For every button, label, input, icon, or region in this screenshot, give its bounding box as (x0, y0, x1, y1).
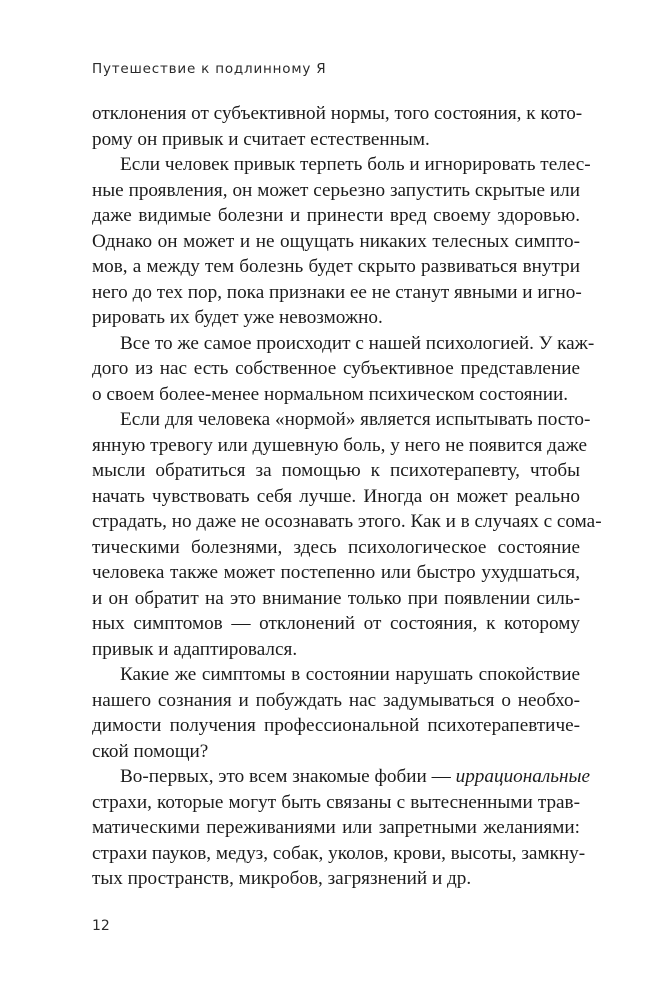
text-line: Однако он может и не ощущать никаких телесных симпто- (92, 230, 580, 252)
paragraph (92, 662, 580, 764)
text-line: страхи, которые могут быть связаны с вытесненными трав- (92, 791, 580, 813)
text-line: рому он привык и считает естественным. (92, 128, 430, 150)
text-line: отклонения от субъективной нормы, того состояния, к кото- (92, 103, 583, 124)
text-line: Все то же самое происходит с нашей психологией. У каж- (120, 332, 595, 354)
emphasized-word: иррациональные (455, 766, 591, 787)
text-line: ской помощи? (92, 740, 209, 762)
text-line: него до тех пор, пока признаки ее не станут явными и игно- (92, 281, 582, 303)
text-line: дого из нас есть собственное субъективное представление (92, 358, 580, 379)
text-line: мысли обратиться за помощью к психотерапевту, чтобы (92, 460, 580, 481)
text-line: Какие же симптомы в состоянии нарушать спокойствие (120, 664, 580, 685)
text-line: даже видимые болезни и принести вред своему здоровью. (92, 205, 580, 226)
paragraph (92, 331, 595, 408)
paragraph (92, 101, 583, 152)
text-line (92, 764, 591, 790)
text-line: начать чувствовать себя лучше. Иногда он может реально (92, 485, 580, 507)
text-line: мов, а между тем болезнь будет скрыто развиваться внутри (92, 256, 580, 277)
text-line: Если человек привык терпеть боль и игнорировать телес- (120, 154, 591, 175)
text-line: янную тревогу или душевную боль, у него не появится даже (92, 434, 587, 456)
text-line: и он обратит на это внимание только при появлении силь- (92, 587, 580, 609)
text-run: Во-первых, это всем знакомые фобии — (120, 766, 456, 787)
text-line: димости получения профессиональной психотерапевтиче- (92, 715, 580, 736)
running-head: Путешествие к подлинному Я (92, 61, 327, 77)
paragraph (92, 152, 591, 331)
page-number: 12 (92, 918, 110, 934)
text-line: рировать их будет уже невозможно. (92, 307, 383, 328)
paragraph (92, 764, 591, 892)
paragraph (92, 407, 602, 662)
text-line: о своем более-менее нормальном психическом состоянии. (92, 383, 569, 405)
text-line: человека также может постепенно или быстро ухудшаться, (92, 562, 580, 583)
text-line: матическими переживаниями или запретными желаниями: (92, 817, 580, 838)
text-line: тическими болезнями, здесь психологическое состояние (92, 536, 580, 558)
text-line: нашего сознания и побуждать нас задумываться о необхо- (92, 689, 580, 711)
text-line: страдать, но даже не осознавать этого. Как и в случаях с сома- (92, 511, 602, 532)
body-text (92, 101, 602, 892)
text-line: привык и адаптировался. (92, 638, 298, 660)
text-line: тых пространств, микробов, загрязнений и др. (92, 868, 472, 889)
text-line: Если для человека «нормой» является испытывать посто- (120, 409, 591, 430)
text-line: ные проявления, он может серьезно запустить скрытые или (92, 179, 580, 201)
text-line: ных симптомов — отклонений от состояния, к которому (92, 613, 580, 634)
text-line: страхи пауков, медуз, собак, уколов, крови, высоты, замкну- (92, 842, 586, 864)
